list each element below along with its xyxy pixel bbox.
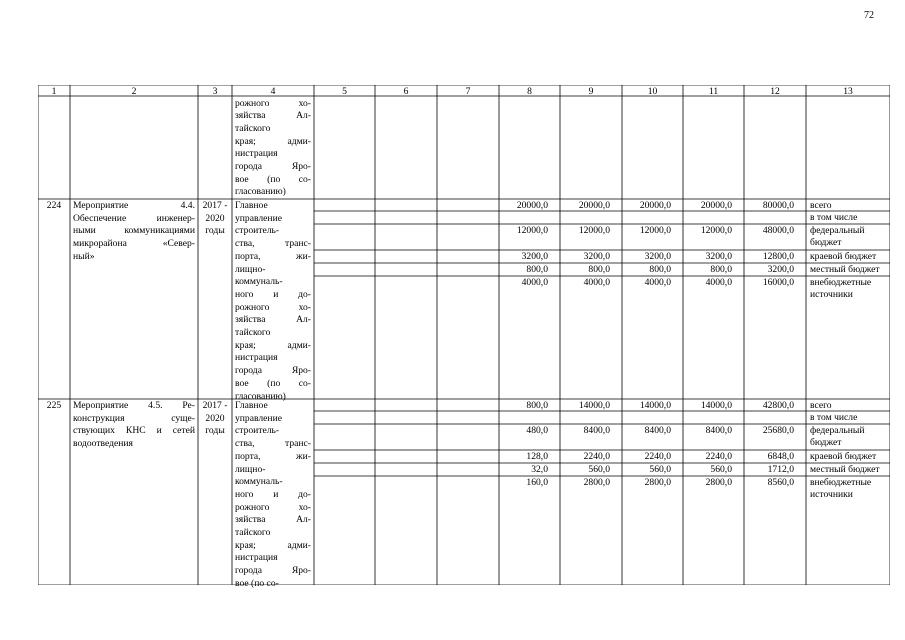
budget-value: 12000,0 [578, 224, 610, 236]
funding-source: в том числе [810, 411, 858, 423]
column-header: 5 [342, 86, 347, 97]
executor-continuation [235, 98, 311, 111]
funding-source: внебюджетные [810, 276, 872, 288]
budget-value: 2240,0 [705, 450, 732, 462]
budget-value: 48000,0 [762, 224, 794, 236]
budget-value: 20000,0 [578, 199, 610, 211]
event-executor [235, 238, 311, 251]
event-number: 225 [46, 400, 62, 411]
word: порта, [235, 250, 261, 262]
budget-value: 4000,0 [583, 276, 610, 288]
budget-value: 42800,0 [762, 399, 794, 411]
event-executor [235, 340, 311, 353]
budget-value: 4000,0 [644, 276, 671, 288]
event-executor [235, 489, 311, 502]
event-executor [235, 565, 311, 578]
event-executor [235, 251, 311, 264]
word: транс- [285, 238, 311, 250]
budget-value: 14000,0 [639, 399, 671, 411]
executor-continuation [235, 161, 311, 174]
event-years: 2020 [205, 212, 225, 224]
word: хо- [298, 301, 311, 313]
word: порта, [235, 450, 261, 462]
budget-value: 560,0 [588, 463, 610, 475]
event-executor: нистрация [235, 352, 278, 364]
budget-value: 560,0 [649, 463, 671, 475]
word: адми- [287, 339, 311, 351]
budget-value: 2240,0 [644, 450, 671, 462]
event-name [73, 213, 195, 226]
event-executor [235, 302, 311, 315]
event-name [73, 400, 195, 413]
word: ства, [235, 438, 255, 450]
event-executor [235, 365, 311, 378]
event-years: годы [205, 225, 225, 237]
budget-value: 14000,0 [578, 399, 610, 411]
word: «Север- [162, 238, 195, 250]
word: жи- [296, 250, 311, 262]
budget-value: 800,0 [588, 263, 610, 275]
funding-source: источники [810, 289, 853, 301]
event-executor [235, 514, 311, 527]
word: города [235, 161, 262, 172]
executor-continuation [235, 174, 311, 187]
word: ного [235, 488, 254, 500]
event-name [73, 425, 195, 438]
word: вое [235, 377, 249, 389]
budget-value: 25680,0 [762, 424, 794, 436]
event-executor [235, 378, 311, 391]
word: края; [235, 135, 256, 147]
word: Ал- [296, 514, 311, 526]
budget-value: 3200,0 [521, 250, 548, 262]
budget-value: 2800,0 [705, 476, 732, 488]
word: адми- [287, 135, 311, 147]
column-header: 11 [708, 86, 719, 97]
column-header: 6 [403, 86, 409, 97]
word: ными [73, 225, 96, 237]
word: до- [298, 488, 311, 500]
word: зяйства [235, 514, 266, 526]
budget-value: 32,0 [531, 463, 548, 475]
budget-value: 12000,0 [516, 224, 548, 236]
budget-value: 800,0 [649, 263, 671, 275]
word: ствующих [73, 425, 115, 437]
budget-value: 8400,0 [705, 424, 732, 436]
event-number: 224 [46, 200, 62, 211]
column-header: 4 [270, 86, 276, 97]
event-executor [235, 451, 311, 464]
word: жи- [296, 450, 311, 462]
budget-value: 8560,0 [767, 476, 794, 488]
word: микрорайона [73, 238, 127, 250]
event-name [73, 413, 195, 426]
budget-value: 12800,0 [762, 250, 794, 262]
word: Ал- [296, 314, 311, 326]
funding-source: бюджет [810, 237, 842, 249]
word: ства, [235, 238, 255, 250]
word: конструкция [73, 412, 125, 424]
funding-source: бюджет [810, 437, 842, 449]
word: Мероприятие [73, 400, 129, 411]
event-years: 2020 [205, 412, 225, 424]
budget-value: 4000,0 [521, 276, 548, 288]
funding-source: краевой бюджет [810, 450, 877, 462]
word: и [273, 288, 279, 300]
event-executor: управление [235, 212, 282, 224]
word: инженер- [156, 212, 195, 224]
word: и [273, 488, 279, 500]
event-executor [235, 314, 311, 327]
word: рожного [235, 501, 270, 513]
funding-source: местный бюджет [810, 263, 880, 275]
event-executor: коммуналь- [235, 276, 283, 288]
event-name: водоотведения [73, 438, 133, 450]
word: (по [267, 173, 281, 185]
budget-value: 800,0 [526, 263, 548, 275]
table-grid [38, 85, 890, 585]
page-number: 72 [864, 10, 874, 21]
word: Яро- [291, 565, 311, 577]
budget-value: 160,0 [526, 476, 548, 488]
event-executor: тайского [235, 327, 271, 338]
budget-value: 14000,0 [700, 399, 732, 411]
event-executor: тайского [235, 527, 271, 538]
event-executor: строитель- [235, 225, 280, 237]
word: со- [298, 377, 311, 389]
budget-value: 560,0 [710, 463, 732, 475]
event-name: ный» [73, 250, 95, 262]
funding-source: внебюджетные [810, 476, 872, 488]
event-years: 2017 - [202, 400, 228, 411]
word: Обеспечение [73, 212, 127, 224]
budget-value: 20000,0 [700, 199, 732, 211]
word: и [156, 425, 162, 437]
budget-value: 3200,0 [644, 250, 671, 262]
word: Яро- [291, 161, 311, 172]
event-executor: лищно- [235, 463, 266, 475]
budget-value: 8400,0 [583, 424, 610, 436]
column-header: 7 [465, 86, 471, 97]
event-executor: строитель- [235, 425, 280, 437]
budget-value: 80000,0 [762, 199, 794, 211]
budget-value: 480,0 [526, 424, 548, 436]
budget-value: 800,0 [526, 399, 548, 411]
word: суще- [171, 412, 195, 424]
event-name [73, 200, 195, 213]
funding-source: источники [810, 489, 853, 501]
funding-source: всего [810, 399, 832, 411]
word: адми- [287, 539, 311, 551]
event-executor: нистрация [235, 552, 278, 564]
word: города [235, 365, 262, 377]
word: хо- [298, 501, 311, 513]
word: рожного [235, 301, 270, 313]
column-header: 9 [588, 86, 594, 97]
funding-source: всего [810, 199, 832, 211]
executor-continuation: гласованию) [235, 186, 286, 198]
word: края; [235, 339, 256, 351]
word: Ал- [296, 110, 311, 122]
budget-value: 16000,0 [762, 276, 794, 288]
word: до- [298, 288, 311, 300]
budget-value: 3200,0 [767, 263, 794, 275]
word: края; [235, 539, 256, 551]
word: Ре- [182, 400, 195, 411]
word: хо- [298, 97, 311, 109]
budget-value: 3200,0 [583, 250, 610, 262]
budget-value: 4000,0 [705, 276, 732, 288]
budget-value: 1712,0 [767, 463, 794, 475]
funding-source: в том числе [810, 211, 858, 223]
column-header: 2 [131, 86, 137, 97]
funding-source: местный бюджет [810, 463, 880, 475]
event-executor: Главное [235, 200, 268, 211]
budget-value: 8400,0 [644, 424, 671, 436]
budget-value: 12000,0 [700, 224, 732, 236]
event-years: годы [205, 425, 225, 437]
word: 4.5. [148, 400, 163, 411]
event-name [73, 225, 195, 238]
word: со- [298, 173, 311, 185]
word: КНС [125, 425, 146, 437]
word: зяйства [235, 110, 266, 122]
event-years: 2017 - [202, 200, 228, 211]
budget-value: 20000,0 [639, 199, 671, 211]
column-header: 12 [770, 86, 780, 97]
executor-continuation: нистрация [235, 148, 278, 160]
budget-value: 6848,0 [767, 450, 794, 462]
word: города [235, 565, 262, 577]
budget-value: 20000,0 [516, 199, 548, 211]
funding-source: федеральный [810, 224, 865, 236]
word: ного [235, 288, 254, 300]
word: Яро- [291, 365, 311, 377]
funding-source: федеральный [810, 424, 865, 436]
word: сетей [172, 425, 195, 437]
column-header: 13 [843, 86, 853, 97]
column-header: 10 [647, 86, 658, 97]
column-header: 3 [212, 86, 218, 97]
word: Мероприятие [73, 200, 129, 211]
event-executor: Главное [235, 400, 268, 411]
funding-source: краевой бюджет [810, 250, 877, 262]
budget-value: 12000,0 [639, 224, 671, 236]
budget-value: 3200,0 [705, 250, 732, 262]
budget-value: 2800,0 [583, 476, 610, 488]
executor-continuation [235, 110, 311, 123]
word: 4.4. [180, 200, 195, 211]
event-executor: вое (по со- [235, 577, 279, 589]
word: (по [267, 377, 281, 389]
word: рожного [235, 97, 270, 109]
word: коммуникациями [124, 225, 195, 237]
column-header: 1 [51, 86, 57, 97]
column-header: 8 [527, 86, 532, 97]
budget-value: 2240,0 [583, 450, 610, 462]
event-executor: лищно- [235, 263, 266, 275]
budget-table [38, 85, 890, 589]
budget-value: 128,0 [526, 450, 548, 462]
event-executor: коммуналь- [235, 476, 283, 488]
budget-value: 800,0 [710, 263, 732, 275]
word: транс- [285, 438, 311, 450]
event-executor [235, 540, 311, 553]
budget-value: 2800,0 [644, 476, 671, 488]
word: вое [235, 173, 249, 185]
event-executor [235, 289, 311, 302]
event-name [73, 238, 195, 251]
event-executor [235, 502, 311, 515]
event-executor [235, 438, 311, 451]
word: зяйства [235, 314, 266, 326]
event-executor: управление [235, 412, 282, 424]
executor-continuation: тайского [235, 122, 271, 134]
event-executor: гласованию) [235, 390, 286, 402]
executor-continuation [235, 136, 311, 149]
